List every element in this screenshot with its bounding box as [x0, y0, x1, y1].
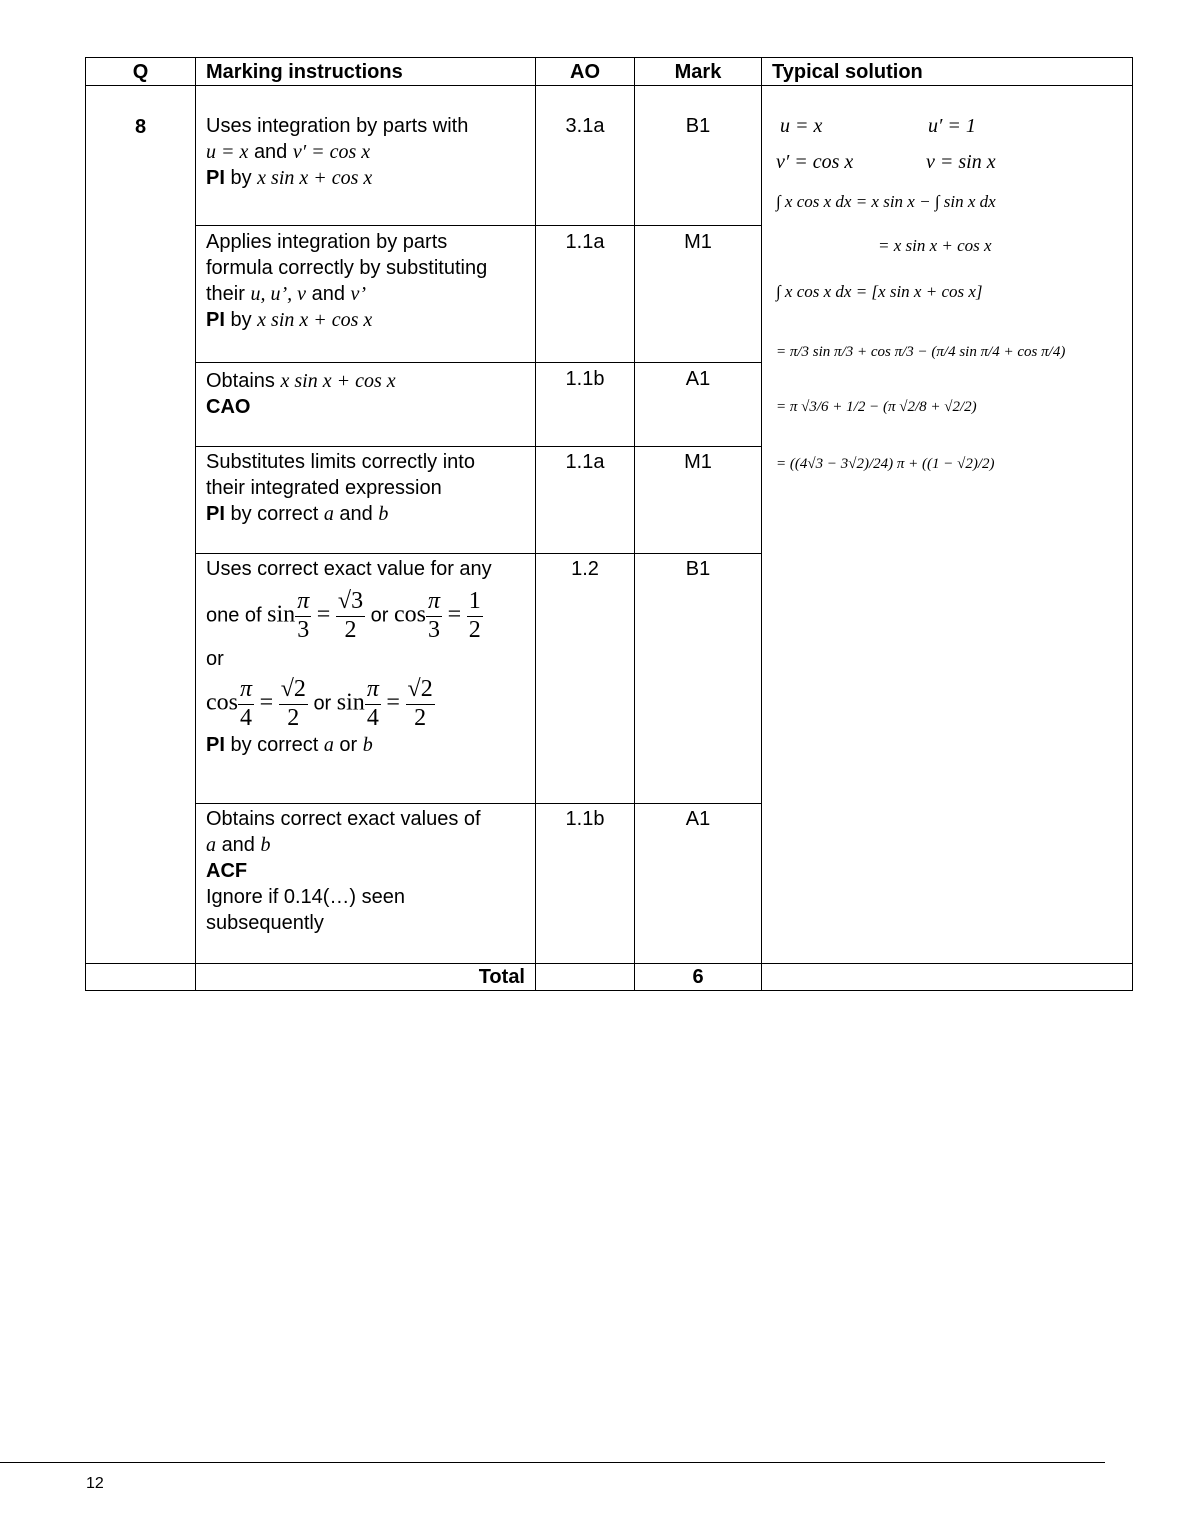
header-row: [86, 58, 1133, 86]
mark-cell: M1: [635, 226, 762, 363]
total-row: [86, 964, 1133, 991]
total-mark: 6: [635, 964, 762, 991]
footer-divider: [0, 1462, 1105, 1463]
instruction-cell: Applies integration by parts formula correctly by substituting their u, u’, v and v’ PI by x sin x + cos x: [196, 226, 536, 363]
ao-cell: 3.1a: [536, 86, 635, 226]
mark-cell: M1: [635, 447, 762, 554]
total-label: Total: [196, 964, 536, 991]
header-instructions: Marking instructions: [196, 58, 536, 86]
header-ao: AO: [536, 58, 635, 86]
ao-cell: 1.2: [536, 554, 635, 804]
question-number: 8: [86, 86, 196, 964]
page-number: 12: [86, 1475, 104, 1492]
mark-cell: B1: [635, 554, 762, 804]
instruction-cell: Substitutes limits correctly into their integrated expression PI by correct a and b: [196, 447, 536, 554]
typical-solution-cell: u = x u′ = 1 v′ = cos x v = sin x ∫ x cos x dx = x sin x − ∫ sin x dx = x sin x + cos x ∫ x cos x dx = [x sin x + cos x] = π/3 sin π/3 + cos π/3 − (π/4 sin π/4 + cos π/4) = π √3/6 + 1/2 − (π √2/8 + √2/2) = ((4√3 − 3√2)/24) π + ((1 − √2)/2): [762, 86, 1133, 964]
mark-cell: A1: [635, 363, 762, 447]
instruction-cell: Obtains correct exact values of a and b ACF Ignore if 0.14(…) seen subsequently: [196, 804, 536, 964]
header-solution: Typical solution: [762, 58, 1133, 86]
ao-cell: 1.1b: [536, 363, 635, 447]
mark-cell: B1: [635, 86, 762, 226]
ao-cell: 1.1b: [536, 804, 635, 964]
mark-cell: A1: [635, 804, 762, 964]
instruction-cell: Uses correct exact value for any one of sin $\frac{\pi}{3}$ = $\frac{√3}{2}$ or cos $\frac{\pi}{3}$ = $\frac{1}{2}$ or cos $\frac{\pi}{4}$ = $\frac{√2}{2}$ or sin $\frac{\pi}{4}$ = $\frac{√2}{2}$ PI by correct a or b: [196, 554, 536, 804]
instruction-cell: Uses integration by parts with u = x and v′ = cos x PI by x sin x + cos x: [196, 86, 536, 226]
header-mark: Mark: [635, 58, 762, 86]
ao-cell: 1.1a: [536, 447, 635, 554]
instruction-cell: Obtains x sin x + cos x CAO: [196, 363, 536, 447]
table-row: [86, 86, 1133, 226]
mark-scheme-table: [85, 57, 1133, 991]
header-q: Q: [86, 58, 196, 86]
ao-cell: 1.1a: [536, 226, 635, 363]
